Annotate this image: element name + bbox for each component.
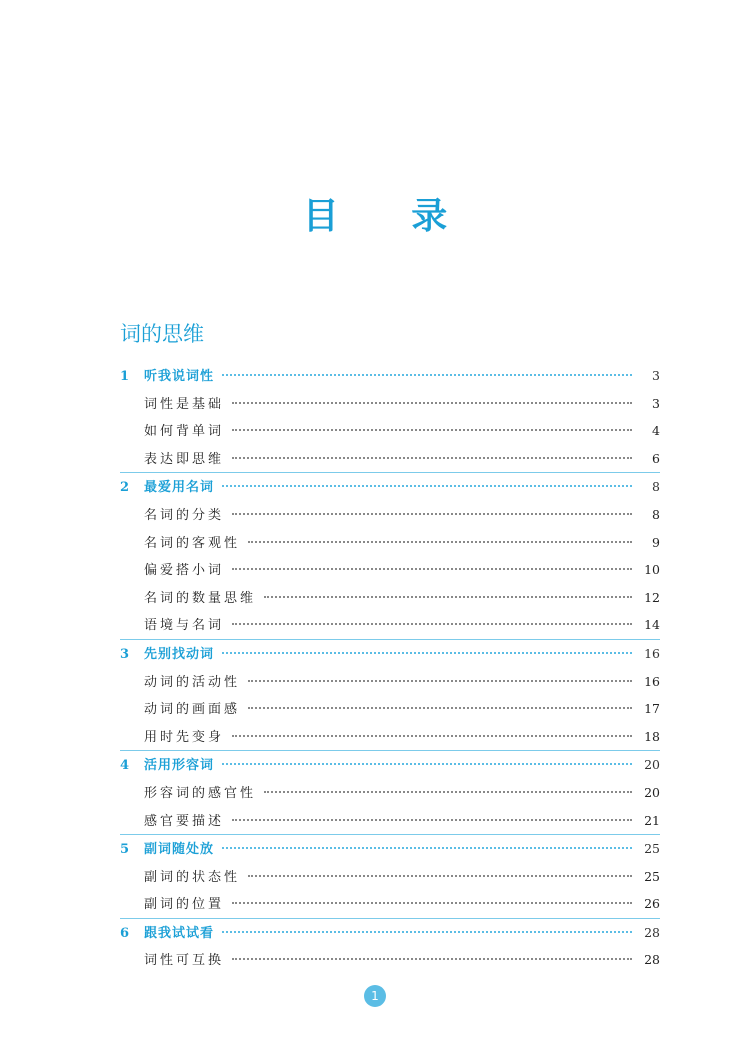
entry-title: 动词的活动性 bbox=[144, 674, 241, 690]
entry-title: 偏爱搭小词 bbox=[144, 563, 225, 579]
toc-entry[interactable] bbox=[120, 890, 660, 918]
toc-entry[interactable] bbox=[120, 807, 660, 835]
leader-dots bbox=[232, 623, 632, 625]
toc-entry[interactable] bbox=[120, 584, 660, 612]
page-number: 28 bbox=[644, 924, 660, 940]
chapter-number: 4 bbox=[120, 758, 130, 774]
page-number: 12 bbox=[644, 589, 660, 605]
leader-dots bbox=[232, 902, 632, 904]
page-number: 16 bbox=[644, 645, 660, 661]
page-number: 28 bbox=[644, 952, 660, 968]
toc-entry[interactable] bbox=[120, 668, 660, 696]
page-title: 目 录 bbox=[302, 196, 478, 237]
toc-entry[interactable] bbox=[120, 946, 660, 974]
page-number: 3 bbox=[652, 368, 660, 383]
toc-chapter-heading[interactable] bbox=[120, 919, 660, 947]
leader-dots bbox=[222, 485, 632, 487]
leader-dots bbox=[232, 819, 632, 821]
leader-dots bbox=[232, 568, 632, 570]
toc-chapter-6 bbox=[120, 918, 660, 974]
toc-entry[interactable] bbox=[120, 779, 660, 807]
leader-dots bbox=[232, 735, 632, 737]
toc-entry[interactable] bbox=[120, 501, 660, 529]
page-number: 8 bbox=[652, 506, 660, 522]
toc-entry[interactable] bbox=[120, 611, 660, 639]
leader-dots bbox=[232, 402, 632, 404]
toc-chapter-heading[interactable] bbox=[120, 751, 660, 779]
toc-chapter-heading[interactable] bbox=[120, 640, 660, 668]
page-number: 3 bbox=[652, 395, 660, 411]
leader-dots bbox=[264, 791, 632, 793]
chapter-title: 最爱用名词 bbox=[144, 480, 215, 496]
toc-chapter-heading[interactable] bbox=[120, 835, 660, 863]
leader-dots bbox=[248, 541, 632, 543]
toc-chapter-heading[interactable] bbox=[120, 362, 660, 390]
leader-dots bbox=[232, 513, 632, 515]
entry-title: 如何背单词 bbox=[144, 424, 225, 440]
entry-title: 名词的客观性 bbox=[144, 535, 241, 551]
page-number: 4 bbox=[652, 423, 660, 439]
entry-title: 形容词的感官性 bbox=[144, 785, 257, 801]
entry-title: 词性可互换 bbox=[144, 953, 225, 969]
toc-chapter-4 bbox=[120, 750, 660, 834]
page-number: 25 bbox=[644, 868, 660, 884]
toc-entry[interactable] bbox=[120, 390, 660, 418]
chapter-number: 6 bbox=[120, 925, 130, 941]
leader-dots bbox=[222, 847, 632, 849]
page-number: 17 bbox=[644, 701, 660, 717]
leader-dots bbox=[222, 652, 632, 654]
leader-dots bbox=[232, 429, 632, 431]
chapter-title: 听我说词性 bbox=[144, 369, 215, 384]
page-number: 6 bbox=[652, 450, 660, 466]
leader-dots bbox=[248, 680, 632, 682]
toc-chapter-3 bbox=[120, 639, 660, 750]
toc-entry[interactable] bbox=[120, 863, 660, 891]
chapter-number: 5 bbox=[120, 842, 130, 858]
toc-entry[interactable] bbox=[120, 695, 660, 723]
entry-title: 用时先变身 bbox=[144, 729, 225, 745]
entry-title: 动词的画面感 bbox=[144, 702, 241, 718]
toc-entry[interactable] bbox=[120, 529, 660, 557]
toc-chapter-5 bbox=[120, 834, 660, 918]
leader-dots bbox=[232, 457, 632, 459]
entry-title: 名词的数量思维 bbox=[144, 590, 257, 606]
page-number-badge: 1 bbox=[364, 985, 386, 1007]
page-number: 9 bbox=[652, 534, 660, 550]
chapter-title: 活用形容词 bbox=[144, 758, 215, 774]
toc-chapter-2 bbox=[120, 472, 660, 639]
entry-title: 副词的位置 bbox=[144, 897, 225, 913]
entry-title: 表达即思维 bbox=[144, 451, 225, 467]
page-number: 25 bbox=[644, 841, 660, 857]
page-number: 20 bbox=[644, 784, 660, 800]
page-number: 16 bbox=[644, 673, 660, 689]
entry-title: 名词的分类 bbox=[144, 507, 225, 523]
leader-dots bbox=[222, 374, 632, 376]
page-number: 14 bbox=[644, 617, 660, 633]
section-title: 词的思维 bbox=[120, 322, 204, 346]
page-number: 26 bbox=[644, 896, 660, 912]
chapter-number: 2 bbox=[120, 480, 130, 496]
leader-dots bbox=[248, 707, 632, 709]
toc-chapter-1 bbox=[120, 362, 660, 472]
entry-title: 词性是基础 bbox=[144, 396, 225, 412]
page-number: 10 bbox=[644, 562, 660, 578]
entry-title: 副词的状态性 bbox=[144, 869, 241, 885]
page-number: 8 bbox=[652, 479, 660, 495]
toc-entry[interactable] bbox=[120, 417, 660, 445]
page-number: 20 bbox=[644, 757, 660, 773]
toc-entry[interactable] bbox=[120, 556, 660, 584]
chapter-number: 1 bbox=[120, 369, 130, 384]
toc-chapter-heading[interactable] bbox=[120, 473, 660, 501]
page-number: 18 bbox=[644, 728, 660, 744]
chapter-number: 3 bbox=[120, 646, 130, 662]
page-number: 21 bbox=[644, 812, 660, 828]
leader-dots bbox=[264, 596, 632, 598]
chapter-title: 跟我试试看 bbox=[144, 925, 215, 941]
toc-entry[interactable] bbox=[120, 445, 660, 473]
toc-entry[interactable] bbox=[120, 723, 660, 751]
leader-dots bbox=[222, 931, 632, 933]
leader-dots bbox=[232, 958, 632, 960]
entry-title: 语境与名词 bbox=[144, 618, 225, 634]
leader-dots bbox=[248, 875, 632, 877]
chapter-title: 先别找动词 bbox=[144, 646, 215, 662]
table-of-contents bbox=[120, 362, 660, 974]
leader-dots bbox=[222, 763, 632, 765]
entry-title: 感官要描述 bbox=[144, 813, 225, 829]
chapter-title: 副词随处放 bbox=[144, 842, 215, 858]
